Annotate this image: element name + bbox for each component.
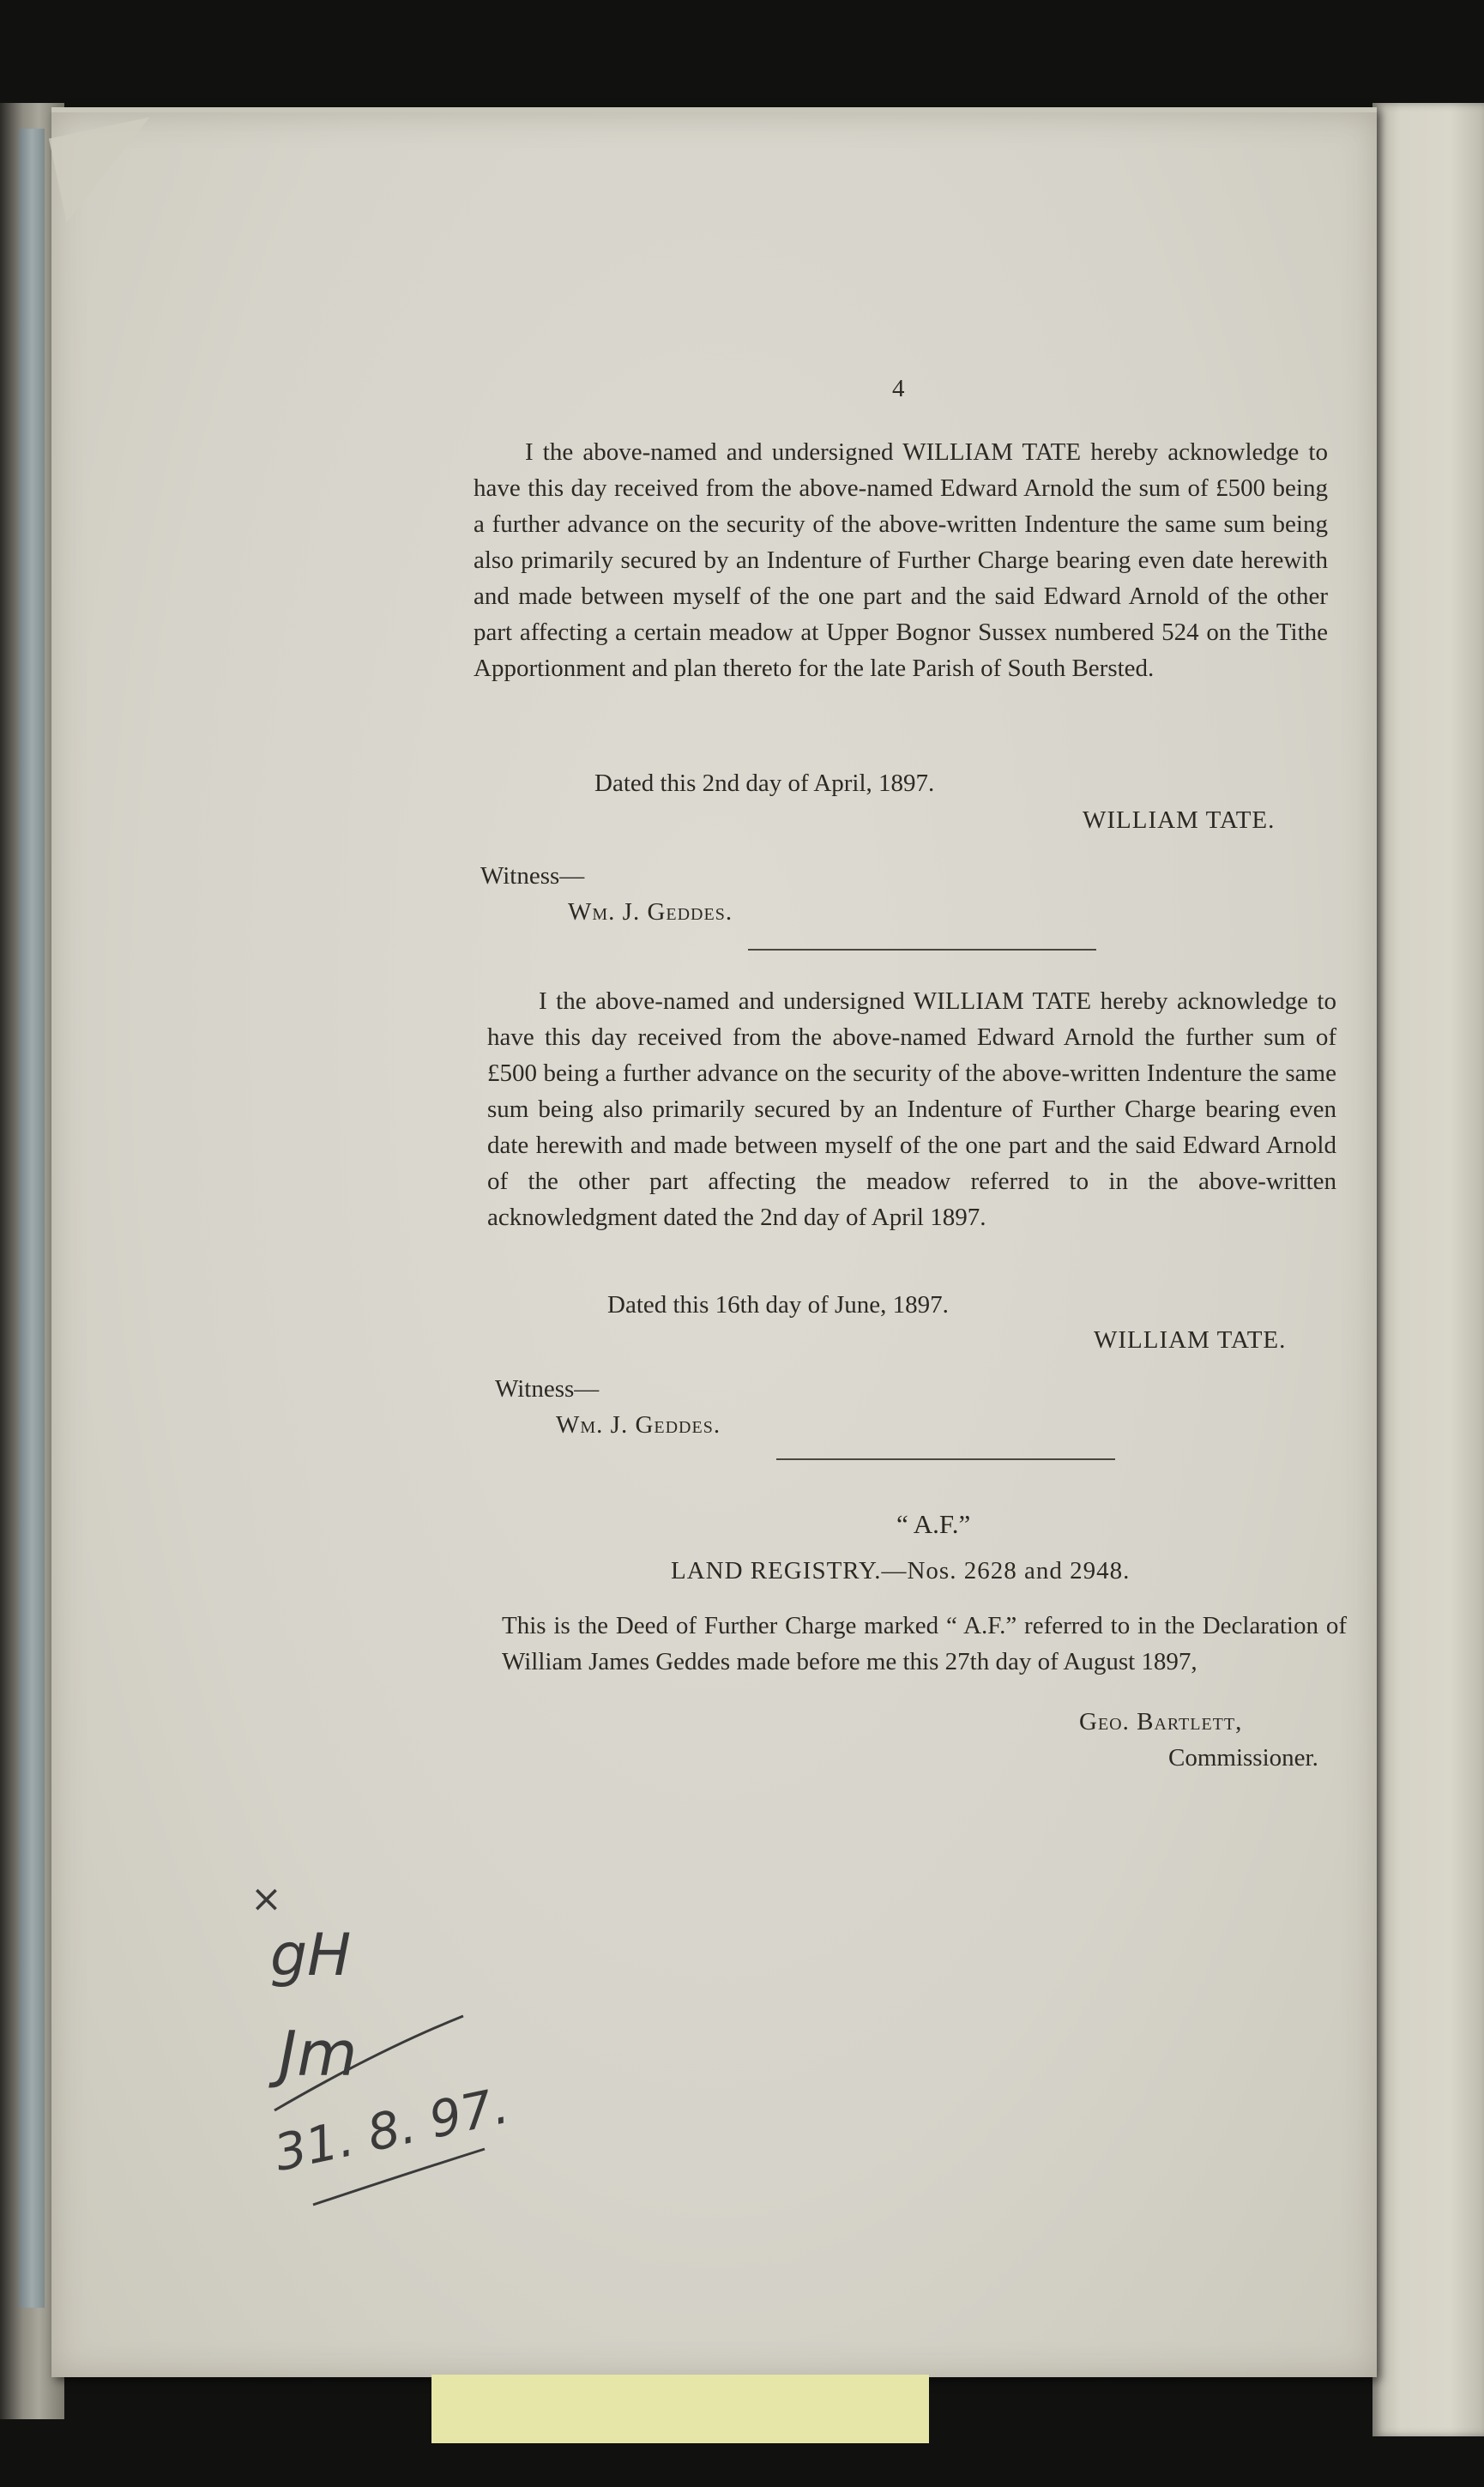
acknowledgment-1-paragraph: I the above-named and undersigned WILLIAM TATE hereby acknowledge to have this day received from the above-named Edward Arnold the sum of £500 being a further advance on the security of the above-written Indenture the same sum being also primarily secured by an Indenture of Further Charge bearing even date herewith and made between myself of the one part and the said Edward Arnold of the other part affecting a certain meadow at Upper Bognor Sussex numbered 524 on the Tithe Apportionment and plan thereto for the late Parish of South Bersted.	[474, 438, 1328, 682]
commissioner-name: Geo. Bartlett,	[1079, 1708, 1243, 1735]
paper-tab	[431, 2375, 929, 2443]
land-registry-heading: LAND REGISTRY.—Nos. 2628 and 2948.	[671, 1557, 1131, 1585]
commissioner-title: Commissioner.	[1168, 1744, 1318, 1772]
handwritten-date: 31. 8. 97.	[268, 2075, 514, 2183]
acknowledgment-2-paragraph: I the above-named and undersigned WILLIAM TATE hereby acknowledge to have this day received from the above-named Edward Arnold the further sum of £500 being a further advance on the security of the above-written Indenture the same sum being also primarily secured by an Indenture of Further Charge bearing even date herewith and made between myself of the one part and the said Edward Arnold of the other part affecting the meadow referred to in the above-written acknowledgment dated the 2nd day of April 1897.	[487, 987, 1336, 1231]
page-number: 4	[892, 375, 905, 402]
acknowledgment-2-signature: WILLIAM TATE.	[1094, 1326, 1287, 1354]
divider-2	[776, 1458, 1115, 1460]
divider-1	[748, 949, 1096, 951]
handwritten-cross-mark: ×	[250, 1877, 282, 1921]
adjacent-page	[1372, 103, 1484, 2436]
acknowledgment-2-dated: Dated this 16th day of June, 1897.	[607, 1291, 949, 1319]
acknowledgment-2-witness-name: Wm. J. Geddes.	[556, 1411, 721, 1439]
acknowledgment-1-signature: WILLIAM TATE.	[1083, 806, 1276, 834]
acknowledgment-1-witness-name: Wm. J. Geddes.	[568, 898, 733, 926]
exhibit-statement: This is the Deed of Further Charge marked “ A.F.” referred to in the Declaration of William James Geddes made before me this 27th day of August 1897,	[502, 1612, 1347, 1675]
handwritten-initials-2: Jm	[279, 2018, 358, 2090]
acknowledgment-1-dated: Dated this 2nd day of April, 1897.	[594, 770, 935, 797]
handwritten-initials-1: gH	[270, 1922, 352, 1989]
acknowledgment-1-witness-label: Witness—	[480, 862, 585, 890]
exhibit-mark: “ A.F.”	[896, 1509, 971, 1539]
binding-strip	[19, 129, 45, 2308]
acknowledgment-2-witness-label: Witness—	[495, 1375, 600, 1403]
handwritten-strokes	[257, 1999, 506, 2213]
